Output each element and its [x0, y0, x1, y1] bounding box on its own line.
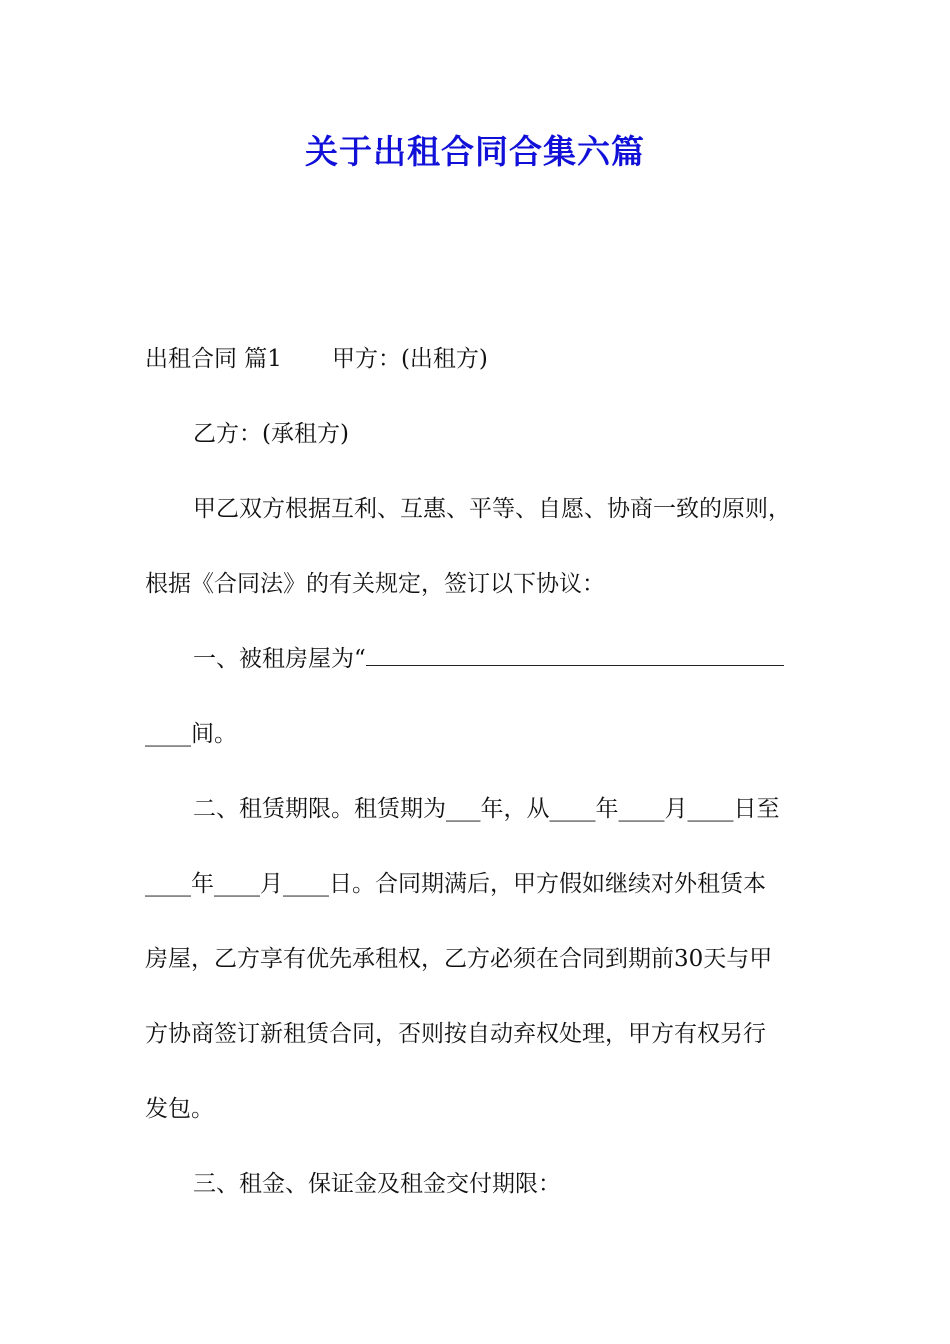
- party-a-label: 甲方：(出租方): [331, 346, 488, 372]
- clause-two-line: 二、租赁期限。租赁期为___年，从____年____月____日至: [193, 796, 780, 822]
- paragraph-line: 甲乙双方根据互利、互惠、平等、自愿、协商一致的原则，: [193, 496, 791, 522]
- clause-one-text: 一、被租房屋为“: [193, 646, 366, 672]
- paragraph-line: 房屋，乙方享有优先承租权，乙方必须在合同到期前30天与甲: [145, 946, 773, 972]
- party-b-line: 乙方：(承租方): [193, 421, 349, 447]
- contract-section-label: 出租合同 篇1: [145, 346, 282, 372]
- contract-heading-line: [145, 341, 488, 377]
- page-title: 关于出租合同合集六篇: [305, 132, 645, 171]
- clause-one-line: [193, 641, 784, 677]
- paragraph-line: 方协商签订新租赁合同，否则按自动弃权处理，甲方有权另行: [145, 1021, 766, 1047]
- clause-three-line: 三、租金、保证金及租金交付期限：: [193, 1171, 561, 1197]
- paragraph-line: 发包。: [145, 1096, 214, 1122]
- fill-in-blank: [366, 645, 784, 666]
- paragraph-line: 根据《合同法》的有关规定，签订以下协议：: [145, 571, 605, 597]
- paragraph-line: ____间。: [145, 721, 237, 747]
- paragraph-line: ____年____月____日。合同期满后，甲方假如继续对外租赁本: [145, 871, 766, 897]
